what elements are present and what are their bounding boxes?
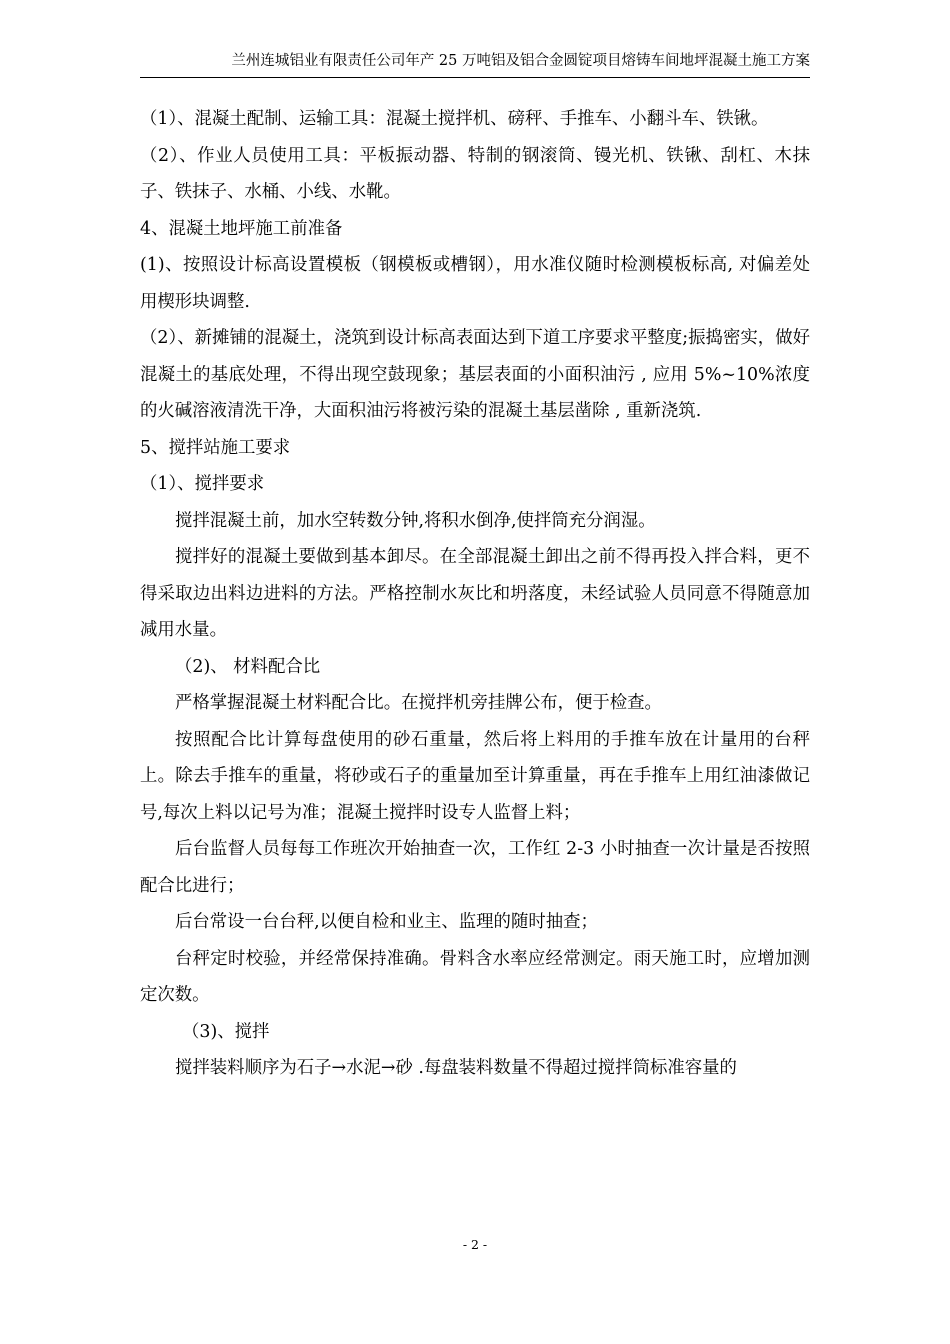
- paragraph-calibration: 台秤定时校验，并经常保持准确。骨料含水率应经常测定。雨天施工时，应增加测定次数。: [140, 948, 810, 1005]
- paragraph-weighing: 按照配合比计算每盘使用的砂石重量，然后将上料用的手推车放在计量用的台秤上。除去手推车的重量，将砂或石子的重量加至计算重量，再在手推车上用红油漆做记号,每次上料以记号为准；混凝土搅拌时设专人监督上料；: [140, 729, 810, 823]
- paragraph-unloading: 搅拌好的混凝土要做到基本卸尽。在全部混凝土卸出之前不得再投入拌合料，更不得采取边出料边进料的方法。严格控制水灰比和坍落度，未经试验人员同意不得随意加减用水量。: [140, 547, 810, 640]
- subheading-mixing-requirements: （1）、搅拌要求: [140, 474, 265, 494]
- subheading-mix-ratio: （2)、 材料配合比: [175, 656, 321, 677]
- paragraph-mix-ratio: 严格掌握混凝土材料配合比。在搅拌机旁挂牌公布，便于检查。: [175, 693, 662, 713]
- paragraph-supervision: 后台监督人员每每工作班次开始抽查一次，工作红 2-3 小时抽查一次计量是否按照配合比进行；: [140, 839, 810, 896]
- paragraph-mixing-tools: （1）、混凝土配制、运输工具：混凝土搅拌机、磅秤、手推车、小翻斗车、铁锹。: [140, 109, 769, 129]
- document-body: [140, 101, 810, 1087]
- page-number: - 2 -: [462, 1237, 488, 1252]
- paragraph-scale: 后台常设一台台秤,以便自检和业主、监理的随时抽查；: [175, 912, 598, 932]
- header-rule: [140, 77, 810, 78]
- paragraph-formwork: (1)、按照设计标高设置模板（钢模板或槽钢），用水准仪随时检测模板标高, 对偏差处用楔形块调整.: [140, 255, 810, 312]
- paragraph-worker-tools: （2）、作业人员使用工具：平板振动器、特制的钢滚筒、镘光机、铁锹、刮杠、木抹子、铁抹子、水桶、小线、水靴。: [140, 145, 810, 202]
- paragraph-concrete-base: （2）、新摊铺的混凝土，浇筑到设计标高表面达到下道工序要求平整度;振捣密实，做好混凝土的基底处理，不得出现空鼓现象；基层表面的小面积油污 , 应用 5%~10%浓度的火碱溶液清洗干净，大面积油污将被污染的混凝土基层凿除 , 重新浇筑.: [140, 328, 810, 421]
- subheading-mixing: （3)、搅拌: [182, 1021, 270, 1042]
- paragraph-loading-order: 搅拌装料顺序为石子→水泥→砂 .每盘装料数量不得超过搅拌筒标准容量的: [175, 1058, 737, 1078]
- running-header: 兰州连城铝业有限责任公司年产 25 万吨铝及铝合金圆锭项目熔铸车间地坪混凝土施工方案: [231, 53, 810, 69]
- section-heading-5: 5、搅拌站施工要求: [140, 437, 291, 458]
- paragraph-pre-mixing: 搅拌混凝土前，加水空转数分钟,将积水倒净,使拌筒充分润湿。: [175, 510, 656, 531]
- section-heading-4: 4、混凝土地坪施工前准备: [140, 218, 343, 239]
